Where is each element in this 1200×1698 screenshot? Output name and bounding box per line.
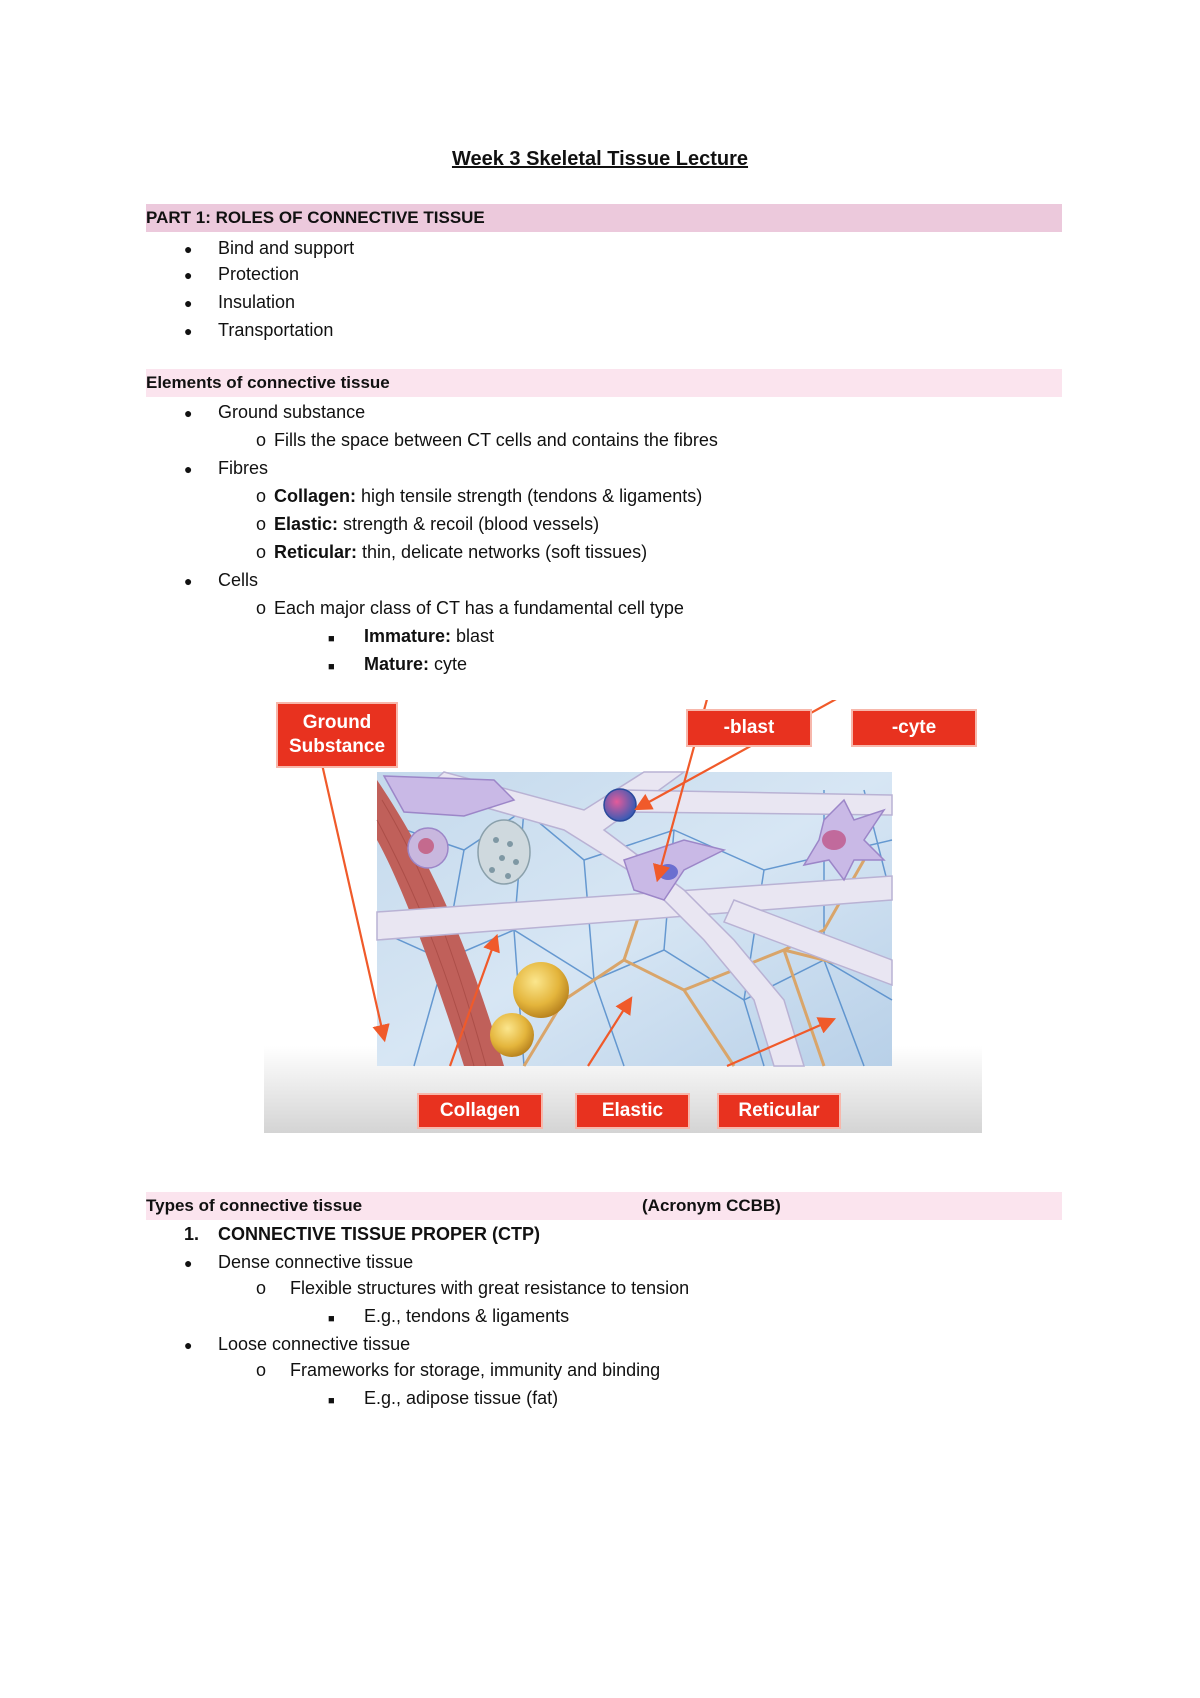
heading-acronym: (Acronym CCBB) xyxy=(642,1196,781,1215)
bullet-icon: ● xyxy=(184,461,193,477)
list-subsubitem: Mature: cyte xyxy=(364,654,468,674)
square-bullet-icon: ■ xyxy=(328,661,335,673)
label-collagen: Collagen xyxy=(417,1093,543,1129)
numbered-marker: 1. xyxy=(184,1224,200,1244)
label-ground-substance: Ground Substance xyxy=(276,702,398,768)
list-item: Dense connective tissue xyxy=(218,1252,414,1272)
list-item: Loose connective tissue xyxy=(218,1334,411,1354)
list-item: Transportation xyxy=(218,320,334,340)
label-cyte: -cyte xyxy=(851,709,977,747)
list-subitem: Fills the space between CT cells and contains the fibres xyxy=(274,430,718,450)
circle-bullet-icon: o xyxy=(256,598,267,618)
square-bullet-icon: ■ xyxy=(328,1313,335,1325)
square-bullet-icon: ■ xyxy=(328,633,335,645)
bullet-icon: ● xyxy=(184,241,193,257)
bullet-icon: ● xyxy=(184,1255,193,1271)
list-item: Bind and support xyxy=(218,238,355,258)
list-subitem: Reticular: thin, delicate networks (soft tissues) xyxy=(274,542,648,562)
bullet-icon: ● xyxy=(184,267,193,283)
list-item: Ground substance xyxy=(218,402,366,422)
list-item: CONNECTIVE TISSUE PROPER (CTP) xyxy=(218,1224,541,1244)
circle-bullet-icon: o xyxy=(256,430,267,450)
bullet-icon: ● xyxy=(184,405,193,421)
tissue-illustration xyxy=(377,772,892,1066)
circle-bullet-icon: o xyxy=(256,1278,267,1298)
label-reticular: Reticular xyxy=(717,1093,841,1129)
list-subitem: Each major class of CT has a fundamental cell type xyxy=(274,598,684,618)
bullet-icon: ● xyxy=(184,573,193,589)
circle-bullet-icon: o xyxy=(256,1360,267,1380)
circle-bullet-icon: o xyxy=(256,542,267,562)
list-subitem: Frameworks for storage, immunity and binding xyxy=(290,1360,661,1380)
bullet-icon: ● xyxy=(184,323,193,339)
list-subsubitem: Immature: blast xyxy=(364,626,495,646)
circle-bullet-icon: o xyxy=(256,514,267,534)
bullet-icon: ● xyxy=(184,295,193,311)
label-elastic: Elastic xyxy=(575,1093,690,1129)
list-item: Cells xyxy=(218,570,259,590)
list-item: Protection xyxy=(218,264,300,284)
circle-bullet-icon: o xyxy=(256,486,267,506)
heading-types: Types of connective tissue xyxy=(146,1196,363,1215)
list-item: Insulation xyxy=(218,292,296,312)
bullet-icon: ● xyxy=(184,1337,193,1353)
heading-elements: Elements of connective tissue xyxy=(146,373,390,392)
list-subitem: Collagen: high tensile strength (tendons & ligaments) xyxy=(274,486,703,506)
list-item: Fibres xyxy=(218,458,269,478)
list-subsubitem: E.g., adipose tissue (fat) xyxy=(364,1388,559,1408)
list-subsubitem: E.g., tendons & ligaments xyxy=(364,1306,570,1326)
list-subitem: Flexible structures with great resistance to tension xyxy=(290,1278,690,1298)
square-bullet-icon: ■ xyxy=(328,1395,335,1407)
list-subitem: Elastic: strength & recoil (blood vessels) xyxy=(274,514,600,534)
page-title: Week 3 Skeletal Tissue Lecture xyxy=(451,148,749,170)
heading-part1: PART 1: ROLES OF CONNECTIVE TISSUE xyxy=(146,208,485,227)
label-blast: -blast xyxy=(686,709,812,747)
